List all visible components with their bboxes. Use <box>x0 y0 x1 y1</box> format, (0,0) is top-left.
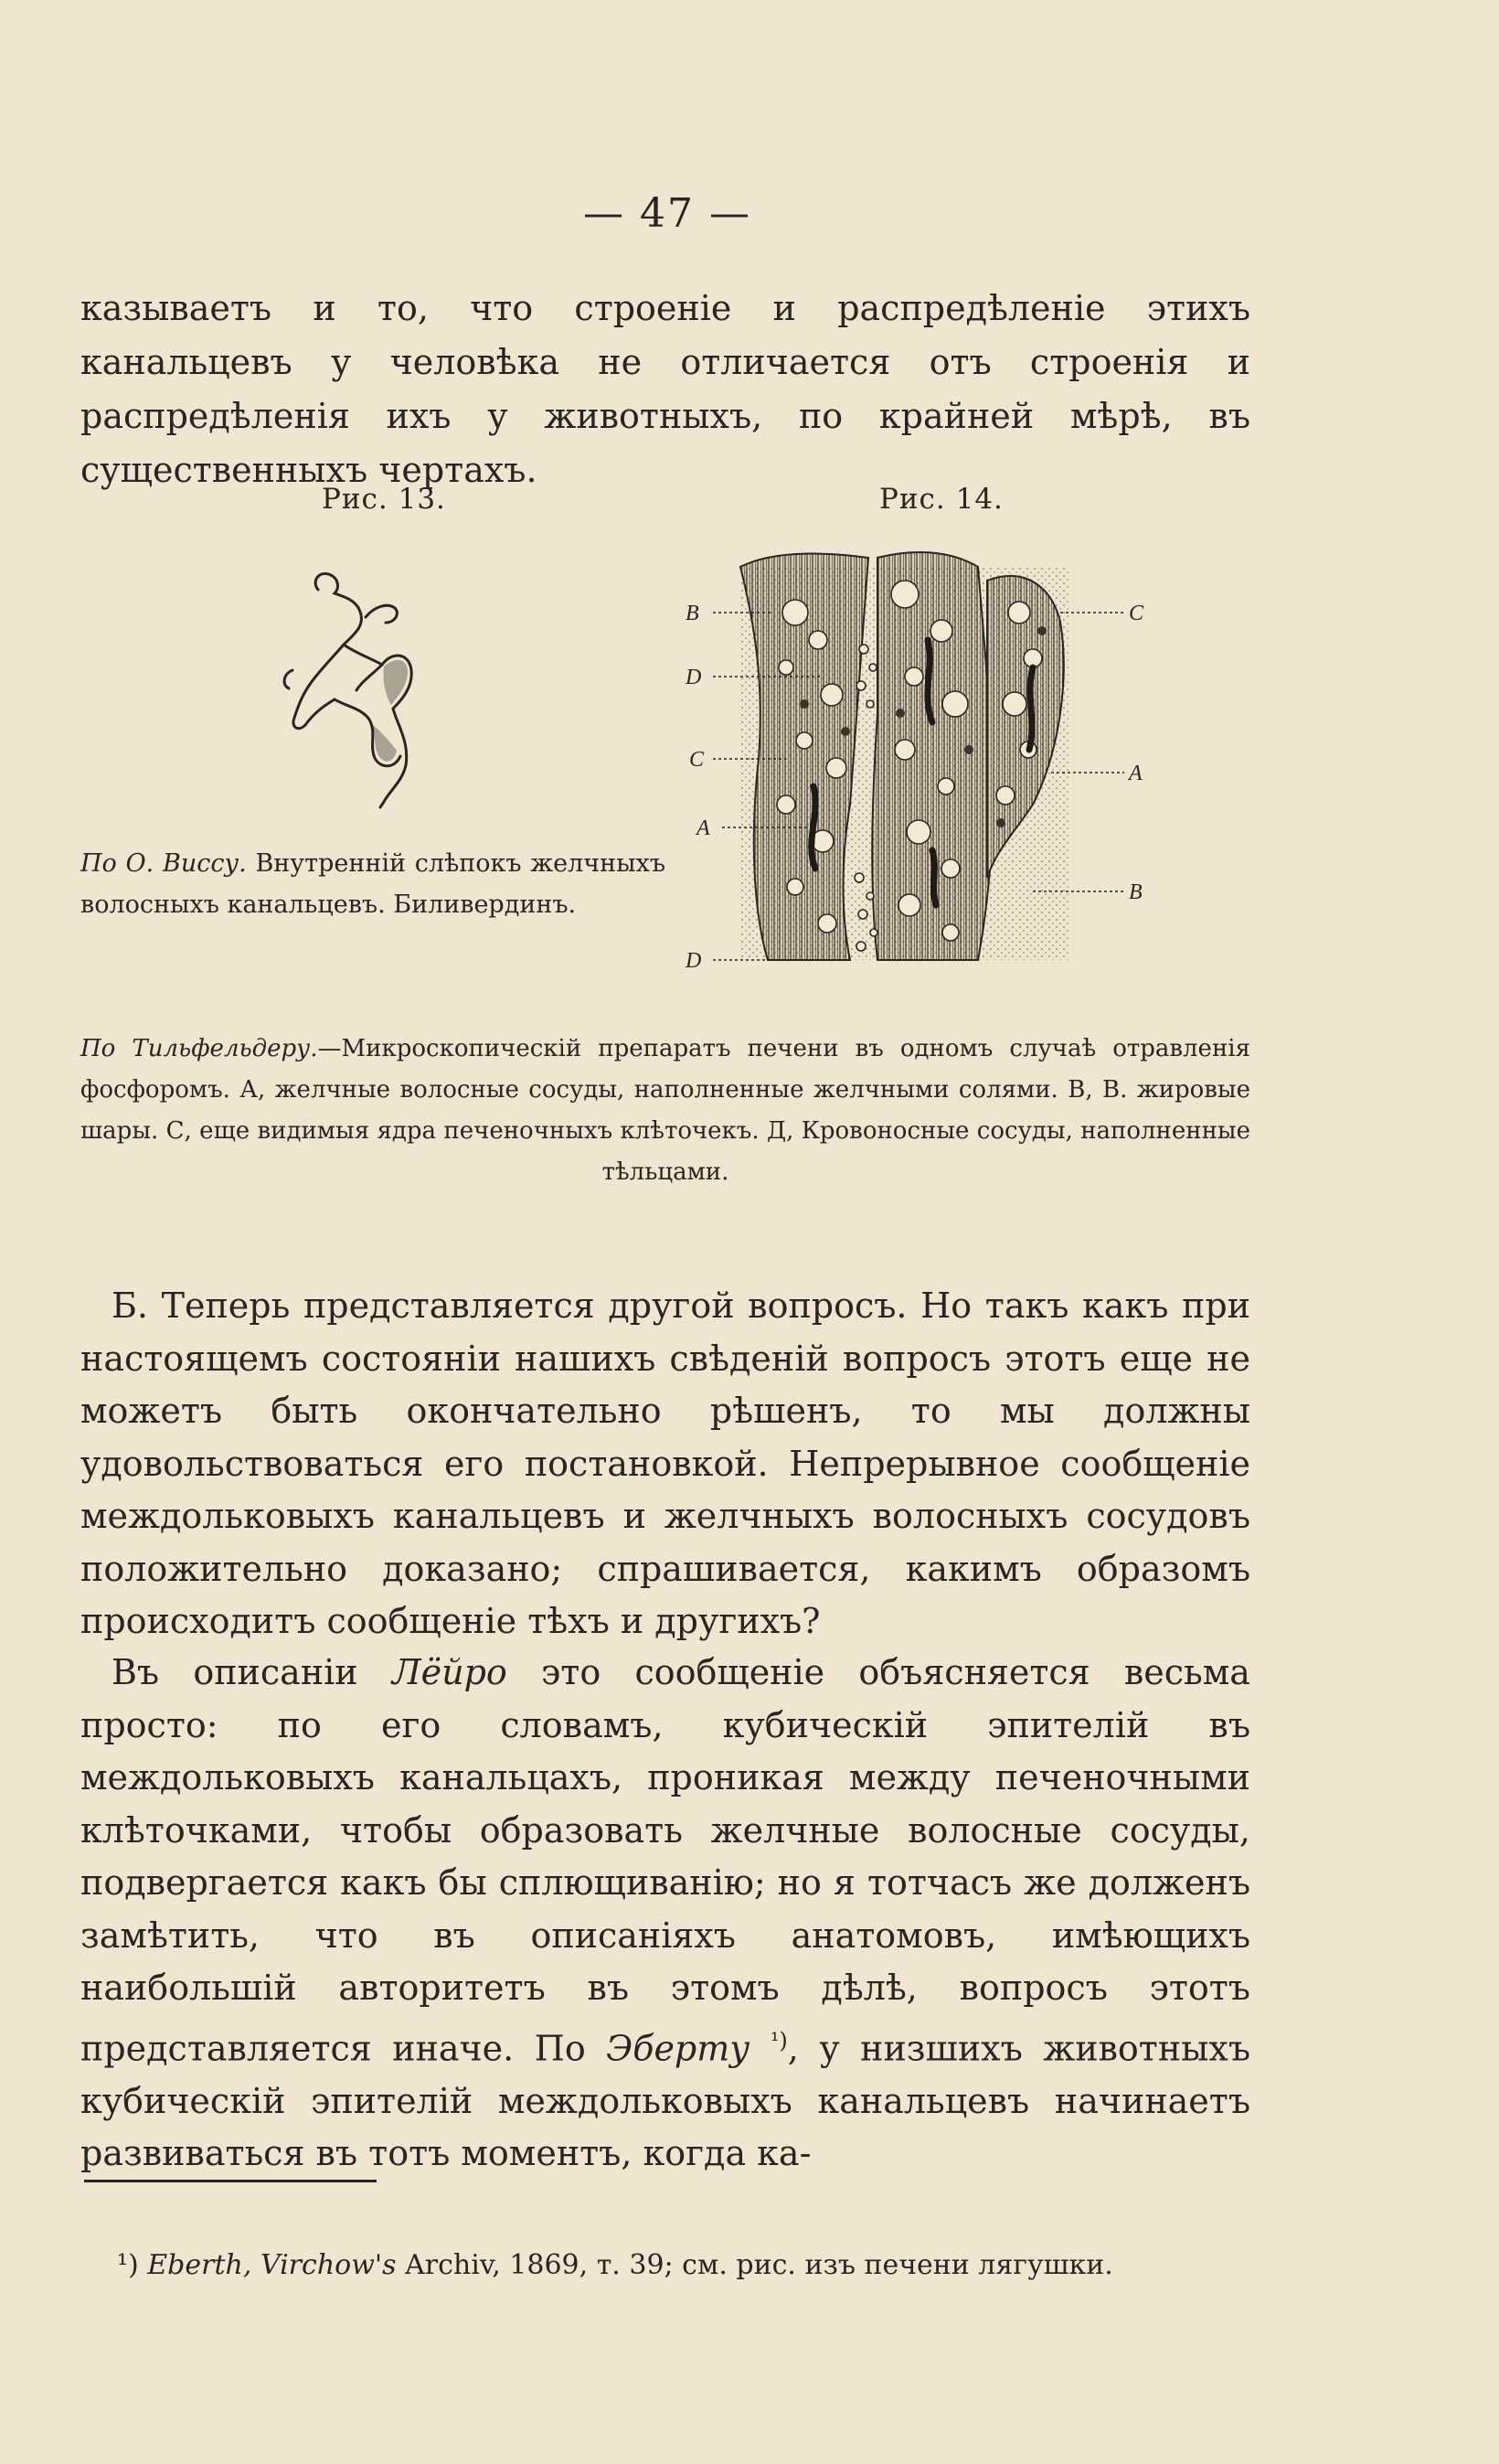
paragraph-c-start: Въ описаніи <box>112 1652 358 1692</box>
figure-14-label: Рис. 14. <box>879 483 1004 516</box>
footnote-reference: ¹) <box>770 2027 788 2053</box>
figure-13-caption <box>80 843 665 925</box>
figure-13-illustration <box>274 562 466 818</box>
fig14-letter-d2: D <box>686 949 702 973</box>
fig14-letter-a2: А <box>1129 762 1143 785</box>
fig14-letter-b1: В <box>686 602 699 625</box>
footnote-journal: Virchow's <box>260 2249 397 2281</box>
paragraph-c <box>80 1647 1250 2181</box>
paragraph-top: казываетъ и то, что строеніе и распредѣленіе этихъ канальцевъ у человѣка не отличается отъ строенія и распредѣленія ихъ у животныхъ, по крайней мѣрѣ, въ существенныхъ чертахъ. <box>80 288 1250 490</box>
fig14-letter-c1: C <box>689 748 705 772</box>
fig14-letter-c2: C <box>1129 602 1144 625</box>
figure-14-caption-author: По Тильфельдеру. <box>80 1035 318 1062</box>
figure-14-illustration <box>667 530 1152 1006</box>
footnote-text: Archiv, 1869, т. 39; см. рис. изъ печени лягушки. <box>405 2249 1113 2281</box>
figure-13-caption-author: По О. Виссу. <box>80 849 247 878</box>
paragraph-b <box>80 1280 1250 1648</box>
paragraph-c-middle: это сообщеніе объясняется весьма просто: по его словамъ, кубическій эпителій въ междольковыхъ канальцахъ, проникая между печеночными клѣточками, чтобы образовать желчные волосные сосуды, подвергается какъ бы сплющиванію; но я тотчасъ же долженъ замѣтить, что въ описаніяхъ анатомовъ, имѣющихъ наибольшій авторитетъ въ этомъ дѣлѣ, вопросъ этотъ представляется иначе. По <box>80 1652 1250 2069</box>
paragraph-b-text: Б. Теперь представляется другой вопросъ. Но такъ какъ при настоящемъ состояніи нашихъ свѣденій вопросъ этотъ еще не можетъ быть окончательно рѣшенъ, то мы должны удовольствоваться его постановкой. Непрерывное сообщеніе междольковыхъ канальцевъ и желчныхъ волосныхъ сосудовъ положительно доказано; спрашивается, какимъ образомъ происходитъ сообщеніе тѣхъ и другихъ? <box>80 1285 1250 1641</box>
figure-14-caption <box>80 1029 1250 1193</box>
paragraph-c-author2: Эберту <box>606 2028 750 2069</box>
figure-14-caption-text: —Микроскопическій препаратъ печени въ одномъ случаѣ отравленія фосфоромъ. А, желчные волосные сосуды, наполненные желчными солями. В, В. жировые шары. С, еще видимыя ядра печеночныхъ клѣточекъ. Д, Кровоносные сосуды, наполненные тѣльцами. <box>80 1035 1250 1186</box>
paragraph-c-end: , у низшихъ животныхъ кубическій эпителій междольковыхъ канальцевъ начинаетъ развиваться въ тотъ моментъ, когда ка- <box>80 2028 1250 2174</box>
figure-13-label: Рис. 13. <box>322 483 446 516</box>
fig14-letter-a1: А <box>696 816 710 840</box>
fig14-letter-b2: В <box>1129 880 1143 904</box>
footnote-author: Eberth, <box>147 2249 252 2281</box>
footnote-divider <box>84 2180 377 2182</box>
figure-13-caption-text: Внутренній слѣпокъ желчныхъ волосныхъ канальцевъ. Биливердинъ. <box>80 849 666 919</box>
footnote <box>117 2247 1250 2284</box>
page-number: — 47 — <box>583 190 751 237</box>
fig14-letter-d1: D <box>686 666 702 689</box>
footnote-mark: ¹) <box>117 2249 139 2281</box>
paragraph-c-author: Лёйро <box>391 1652 507 1692</box>
